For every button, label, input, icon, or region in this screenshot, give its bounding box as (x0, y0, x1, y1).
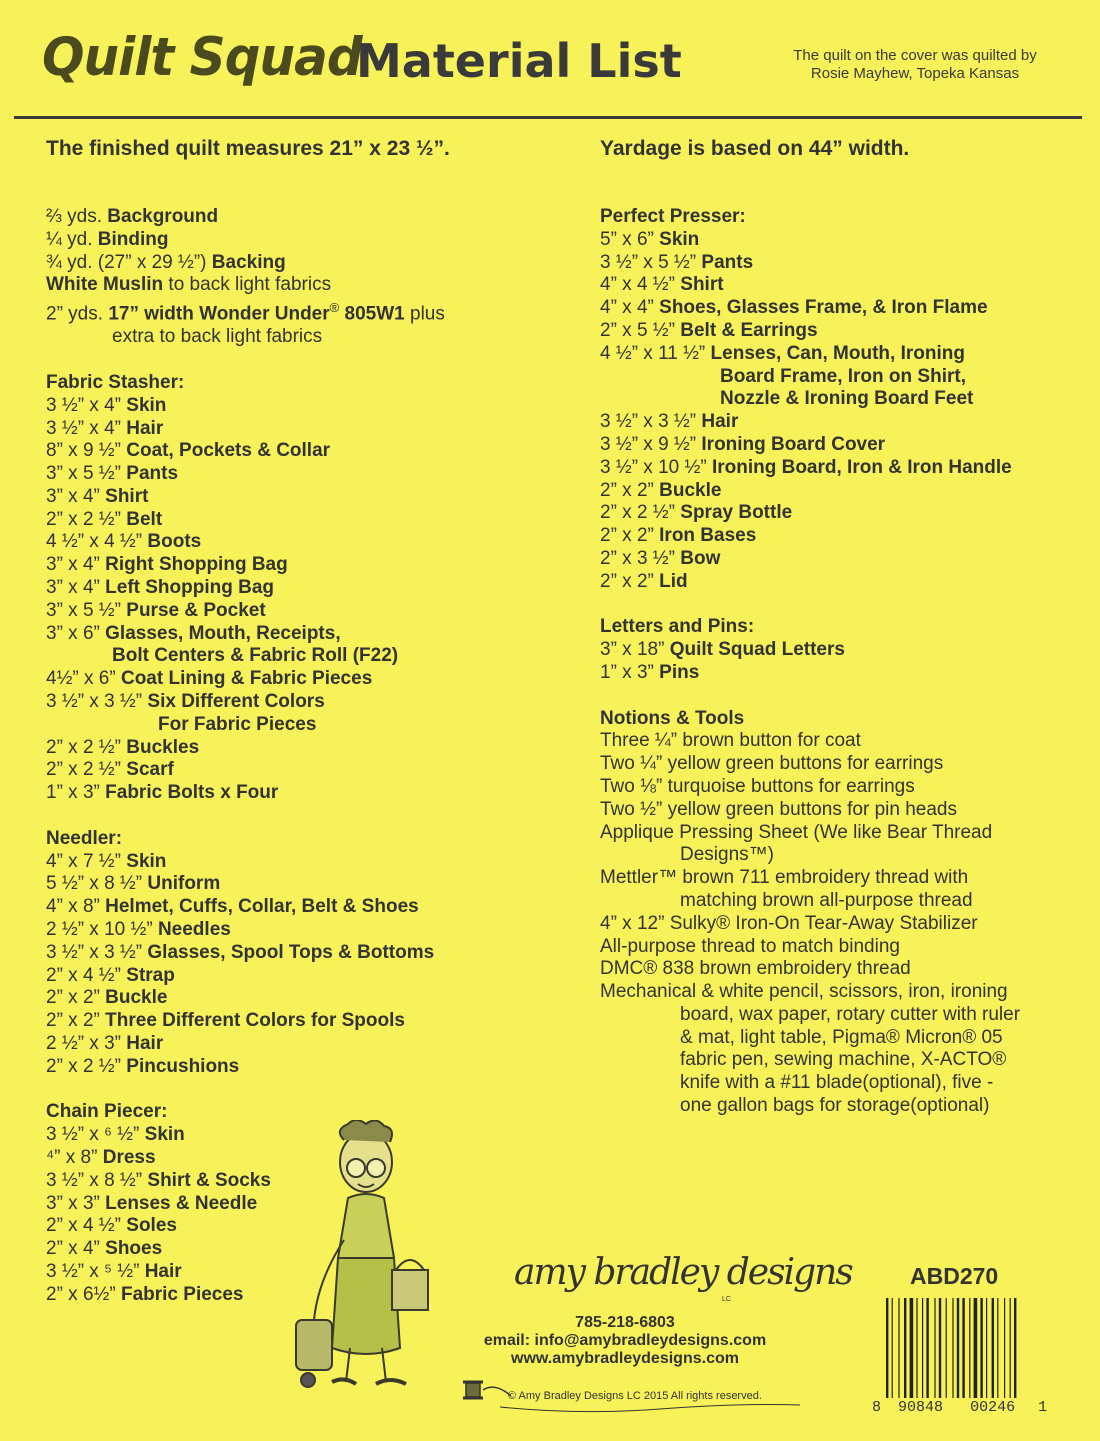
item-name: Lenses & Needle (105, 1192, 258, 1214)
list-item (46, 531, 445, 554)
barcode-bar (974, 1298, 978, 1398)
item-quantity: 3 ½” x 4” (46, 417, 121, 439)
item-note: Two ⅛” turquoise buttons for earrings (600, 775, 915, 797)
item-name: Six Different Colors (147, 691, 325, 713)
barcode-bar (957, 1298, 959, 1398)
credit-line: Rosie Mayhew, Topeka Kansas (810, 65, 1020, 82)
list-item (46, 600, 445, 623)
list-item (46, 942, 445, 965)
item-name: Needles (157, 919, 231, 941)
header-divider (14, 116, 1082, 119)
item-quantity: 3” x 4” (46, 554, 100, 576)
item-note: & mat, light table, Pigma® Micron® 05 (680, 1026, 1003, 1048)
list-item (600, 867, 1020, 890)
item-note: one gallon bags for storage(optional) (680, 1095, 990, 1117)
list-item (600, 890, 1020, 913)
item-name: Lid (659, 570, 688, 592)
item-quantity: 3 ½” x 8 ½” (46, 1169, 143, 1191)
item-quantity: 2” x 2” (600, 479, 654, 501)
item-note: Mettler™ brown 711 embroidery thread with (600, 867, 969, 889)
barcode-bar (980, 1298, 982, 1398)
item-quantity: ¾ yd. (27” x 29 ½”) (46, 251, 207, 273)
item-name: Skin (144, 1124, 185, 1146)
item-quantity: 3 ½” x ⁶ ½” (46, 1124, 140, 1146)
item-quantity: 2” x 2” (600, 570, 654, 592)
list-item (600, 525, 1020, 548)
list-item (600, 1095, 1020, 1118)
barcode-number (872, 1399, 1047, 1416)
page-title: Material List (356, 34, 682, 88)
barcode-bar (1014, 1298, 1016, 1398)
item-name: Shirt & Socks (147, 1169, 271, 1191)
brand-logo: amy bradley designs (514, 1252, 852, 1293)
item-name: Bolt Centers & Fabric Roll (F22) (112, 645, 399, 667)
list-item (600, 274, 1020, 297)
item-quantity: 4” x 4” (600, 297, 654, 319)
item-quantity: 3 ½” x 3 ½” (600, 411, 697, 433)
item-name: 17” width Wonder Under (108, 303, 330, 325)
barcode-bar (886, 1298, 888, 1398)
list-item (46, 873, 445, 896)
item-quantity: 2” x 4 ½” (46, 964, 121, 986)
item-name: Bow (680, 547, 721, 569)
list-item (46, 274, 445, 297)
item-note: DMC® 838 brown embroidery thread (600, 958, 911, 980)
item-quantity: 3 ½” x 4” (46, 394, 121, 416)
barcode-bar (904, 1298, 906, 1398)
registered-mark: ® (329, 300, 340, 316)
item-note: Two ½” yellow green buttons for pin heads (600, 798, 957, 820)
barcode-bar (969, 1298, 970, 1398)
item-quantity: ⅔ yds. (46, 206, 102, 227)
item-quantity: 3 ½” x ⁵ ½” (46, 1260, 140, 1282)
list-item (46, 577, 445, 600)
list-item (600, 822, 1020, 845)
list-item (46, 645, 445, 668)
list-item (46, 691, 445, 714)
item-name: Backing (211, 251, 286, 273)
barcode-bar (922, 1298, 923, 1398)
list-item (600, 639, 1020, 662)
item-quantity: 3” x 4” (46, 485, 100, 507)
list-item (46, 965, 445, 988)
item-quantity: 3” x 5 ½” (46, 463, 121, 485)
list-item (600, 229, 1020, 252)
item-name: Background (107, 206, 219, 227)
list-item (600, 1049, 1020, 1072)
item-quantity: 3” x 5 ½” (46, 599, 121, 621)
right-material-list (600, 206, 1020, 1118)
item-quantity: 2” x 2 ½” (46, 759, 121, 781)
list-item (600, 411, 1020, 434)
item-quantity: 3 ½” x 10 ½” (600, 456, 707, 478)
item-note: 4” x 12” Sulky® Iron-On Tear-Away Stabilizer (600, 912, 978, 934)
item-name: Buckles (126, 736, 200, 758)
item-name: Glasses, Spool Tops & Bottoms (147, 941, 435, 963)
list-item (600, 366, 1020, 389)
list-item (46, 229, 445, 252)
item-quantity: 4” x 7 ½” (46, 850, 121, 872)
list-item (46, 440, 445, 463)
list-item (46, 896, 445, 919)
website-link[interactable]: www.amybradleydesigns.com (511, 1350, 739, 1367)
list-item (600, 320, 1020, 343)
item-note: All-purpose thread to match binding (600, 935, 900, 957)
item-quantity: 2” x 2 ½” (46, 736, 121, 758)
item-name: Three Different Colors for Spools (105, 1010, 405, 1032)
item-quantity: 1” x 3” (46, 782, 100, 804)
list-item (600, 571, 1020, 594)
item-note: to back light fabrics (163, 274, 332, 296)
item-note: Designs™) (680, 844, 774, 866)
list-item (600, 981, 1020, 1004)
item-name: Buckle (105, 987, 168, 1009)
item-name: Ironing Board Cover (701, 433, 886, 455)
brand-suffix: LC (722, 1296, 731, 1303)
item-quantity: 2” x 2” (46, 987, 100, 1009)
item-quantity: 2” x 5 ½” (600, 319, 675, 341)
quilt-size-note: The finished quilt measures 21” x 23 ½”. (46, 137, 450, 160)
list-item (600, 480, 1020, 503)
list-item (46, 782, 445, 805)
section-heading: Perfect Presser: (600, 206, 746, 227)
list-item (600, 1027, 1020, 1050)
list-item (46, 668, 445, 691)
barcode-bar (952, 1298, 953, 1398)
barcode-digit-group: 00246 (970, 1399, 1016, 1416)
item-name: Hair (144, 1260, 182, 1282)
list-item (46, 987, 445, 1010)
item-name: Right Shopping Bag (105, 554, 288, 576)
item-quantity: 4½” x 6” (46, 668, 116, 690)
barcode-bar (898, 1298, 899, 1398)
item-name: Belt & Earrings (680, 319, 818, 341)
list-item (46, 326, 445, 349)
item-name: Strap (126, 964, 175, 986)
item-name: Iron Bases (659, 525, 757, 547)
contact-block (460, 1314, 790, 1368)
item-note: Two ¼” yellow green buttons for earrings (600, 753, 944, 775)
item-name: Pants (126, 463, 179, 485)
item-quantity: 5 ½” x 8 ½” (46, 873, 143, 895)
barcode (884, 1298, 1036, 1398)
item-quantity: 4” x 4 ½” (600, 274, 675, 296)
list-item (600, 502, 1020, 525)
item-name: Pincushions (126, 1055, 240, 1077)
item-quantity: ¼ yd. (46, 228, 93, 250)
item-name: 805W1 (344, 303, 405, 325)
item-name: Helmet, Cuffs, Collar, Belt & Shoes (105, 896, 419, 918)
list-item (46, 395, 445, 418)
list-spacer (46, 805, 445, 828)
list-item (600, 753, 1020, 776)
barcode-bar (946, 1298, 947, 1398)
item-quantity: 5” x 6” (600, 228, 654, 250)
item-name: Uniform (147, 873, 221, 895)
item-name: Lenses, Can, Mouth, Ironing (710, 342, 965, 364)
item-quantity: 3” x 18” (600, 639, 665, 661)
barcode-bar (934, 1298, 935, 1398)
section-heading: Needler: (46, 827, 123, 849)
item-name: Binding (97, 228, 169, 250)
list-item (600, 844, 1020, 867)
section-heading: Chain Piecer: (46, 1101, 168, 1123)
list-spacer (46, 1079, 445, 1102)
item-note: extra to back light fabrics (112, 326, 323, 348)
item-name: Glasses, Mouth, Receipts, (105, 622, 341, 644)
item-name: Skin (126, 850, 167, 872)
item-quantity: 2” x 4” (46, 1238, 100, 1260)
list-item (46, 509, 445, 532)
copyright-text: © Amy Bradley Designs LC 2015 All rights reserved. (508, 1390, 762, 1402)
list-item (600, 388, 1020, 411)
list-item (46, 486, 445, 509)
item-name: Ironing Board, Iron & Iron Handle (711, 456, 1012, 478)
list-item (600, 343, 1020, 366)
list-item (46, 252, 445, 275)
item-quantity: 8” x 9 ½” (46, 440, 121, 462)
section-heading: Letters and Pins: (600, 616, 755, 638)
item-name: Boots (147, 531, 202, 553)
list-item (46, 737, 445, 760)
section-heading: Notions & Tools (600, 707, 745, 729)
item-name: Spray Bottle (680, 502, 793, 524)
list-item (46, 1033, 445, 1056)
barcode-digit-group: 8 (872, 1399, 882, 1416)
list-item (600, 434, 1020, 457)
item-quantity: 3 ½” x 9 ½” (600, 433, 697, 455)
list-item (600, 252, 1020, 275)
item-name: Board Frame, Iron on Shirt, (720, 365, 966, 387)
list-spacer (600, 594, 1020, 617)
barcode-bar (926, 1298, 928, 1398)
barcode-bar (939, 1298, 941, 1398)
item-name: Pants (701, 251, 754, 273)
item-name: Hair (701, 411, 739, 433)
item-note: Three ¼” brown button for coat (600, 730, 861, 752)
list-item (600, 1072, 1020, 1095)
item-quantity: 2” x 3 ½” (600, 547, 675, 569)
item-name: Soles (126, 1215, 177, 1237)
item-name: Nozzle & Ironing Board Feet (720, 388, 974, 410)
list-item (46, 759, 445, 782)
item-quantity: 2” x 4 ½” (46, 1215, 121, 1237)
list-item (600, 958, 1020, 981)
item-name: Left Shopping Bag (105, 577, 275, 599)
list-item (600, 457, 1020, 480)
list-item (600, 297, 1020, 320)
item-name: Pins (659, 661, 700, 683)
list-item (600, 776, 1020, 799)
list-item (600, 936, 1020, 959)
quilt-squad-logo: Quilt Squad (42, 26, 362, 88)
barcode-bar (910, 1298, 914, 1398)
credit-line: The quilt on the cover was quilted by (793, 47, 1037, 64)
item-name: Shoes (105, 1238, 163, 1260)
item-name: Quilt Squad Letters (669, 639, 845, 661)
item-quantity: 2 ½” x 10 ½” (46, 919, 153, 941)
phone-number: 785-218-6803 (575, 1314, 675, 1331)
list-item (46, 1010, 445, 1033)
yardage-note: Yardage is based on 44” width. (600, 137, 910, 160)
item-note: knife with a #11 blade(optional), five - (680, 1072, 994, 1094)
item-quantity: 2” x 2” (600, 525, 654, 547)
item-quantity: 2 ½” x 3” (46, 1033, 121, 1055)
item-name: Dress (102, 1147, 156, 1168)
list-item (46, 206, 445, 229)
list-spacer (600, 685, 1020, 708)
barcode-digit-group: 1 (1038, 1399, 1048, 1416)
email-address[interactable]: email: info@amybradleydesigns.com (483, 1332, 767, 1349)
item-quantity: 1” x 3” (600, 661, 654, 683)
list-item (46, 463, 445, 486)
character-illustration (288, 1120, 444, 1410)
item-name: Coat Lining & Fabric Pieces (120, 668, 373, 690)
item-name: Shirt (105, 485, 149, 507)
list-item (600, 730, 1020, 753)
list-item (600, 548, 1020, 571)
list-item (46, 297, 445, 326)
item-note: Mechanical & white pencil, scissors, iron, ironing (600, 981, 1008, 1003)
item-quantity: 3” x 4” (46, 577, 100, 599)
item-note: board, wax paper, rotary cutter with ruler (680, 1003, 1021, 1025)
barcode-bar (916, 1298, 917, 1398)
item-name: Purse & Pocket (126, 599, 266, 621)
item-name: Coat, Pockets & Collar (126, 440, 331, 462)
list-item (46, 418, 445, 441)
item-quantity: 2” x 2” (46, 1010, 100, 1032)
item-quantity: 4 ½” x 4 ½” (46, 531, 143, 553)
barcode-bar (997, 1298, 998, 1398)
list-item (600, 913, 1020, 936)
item-quantity: 4” x 8” (46, 896, 100, 918)
list-item (46, 554, 445, 577)
section-heading: Fabric Stasher: (46, 371, 185, 393)
item-quantity: 3 ½” x 3 ½” (46, 691, 143, 713)
list-item (600, 1004, 1020, 1027)
barcode-bar (992, 1298, 994, 1398)
item-name: Belt (126, 508, 163, 530)
item-note: matching brown all-purpose thread (680, 889, 973, 911)
barcode-bar (892, 1298, 893, 1398)
item-name: Fabric Pieces (120, 1283, 244, 1305)
barcode-bar (962, 1298, 964, 1398)
item-note: fabric pen, sewing machine, X-ACTO® (680, 1049, 1007, 1071)
item-name: Hair (126, 1033, 164, 1055)
item-name: Shirt (680, 274, 724, 296)
list-item (600, 799, 1020, 822)
barcode-bar (986, 1298, 987, 1398)
list-item (600, 662, 1020, 685)
item-name: Shoes, Glasses Frame, & Iron Flame (659, 297, 988, 319)
item-quantity: 3” x 3” (46, 1192, 100, 1214)
item-name: Scarf (126, 759, 174, 781)
item-name: For Fabric Pieces (158, 713, 317, 735)
list-item (46, 1056, 445, 1079)
item-quantity: 2” x 2 ½” (46, 508, 121, 530)
list-item (46, 623, 445, 646)
list-item (46, 851, 445, 874)
item-quantity: 2” x 6½” (46, 1283, 116, 1305)
list-item (46, 714, 445, 737)
item-name: Buckle (659, 479, 722, 501)
item-quantity: 3” x 6” (46, 622, 100, 644)
item-note: plus (410, 303, 445, 325)
barcode-bar (1010, 1298, 1011, 1398)
quilter-credit (765, 47, 1065, 83)
item-quantity: 4 ½” x 11 ½” (600, 342, 706, 364)
item-note: Applique Pressing Sheet (We like Bear Thread (600, 821, 993, 843)
barcode-bar (1004, 1298, 1005, 1398)
item-name: Skin (126, 394, 167, 416)
item-name: Hair (126, 417, 164, 439)
list-item (46, 919, 445, 942)
product-sku: ABD270 (910, 1263, 999, 1289)
item-quantity: 3 ½” x 3 ½” (46, 941, 143, 963)
item-name: White Muslin (46, 274, 164, 296)
item-quantity: 2” x 2 ½” (600, 502, 675, 524)
list-spacer (46, 349, 445, 372)
item-quantity: ⁴” x 8” (46, 1147, 98, 1168)
item-quantity: 3 ½” x 5 ½” (600, 251, 697, 273)
barcode-digit-group: 90848 (898, 1399, 944, 1416)
item-quantity: 2” yds. (46, 303, 104, 325)
item-name: Fabric Bolts x Four (105, 782, 279, 804)
item-name: Skin (659, 228, 700, 250)
item-quantity: 2” x 2 ½” (46, 1055, 121, 1077)
